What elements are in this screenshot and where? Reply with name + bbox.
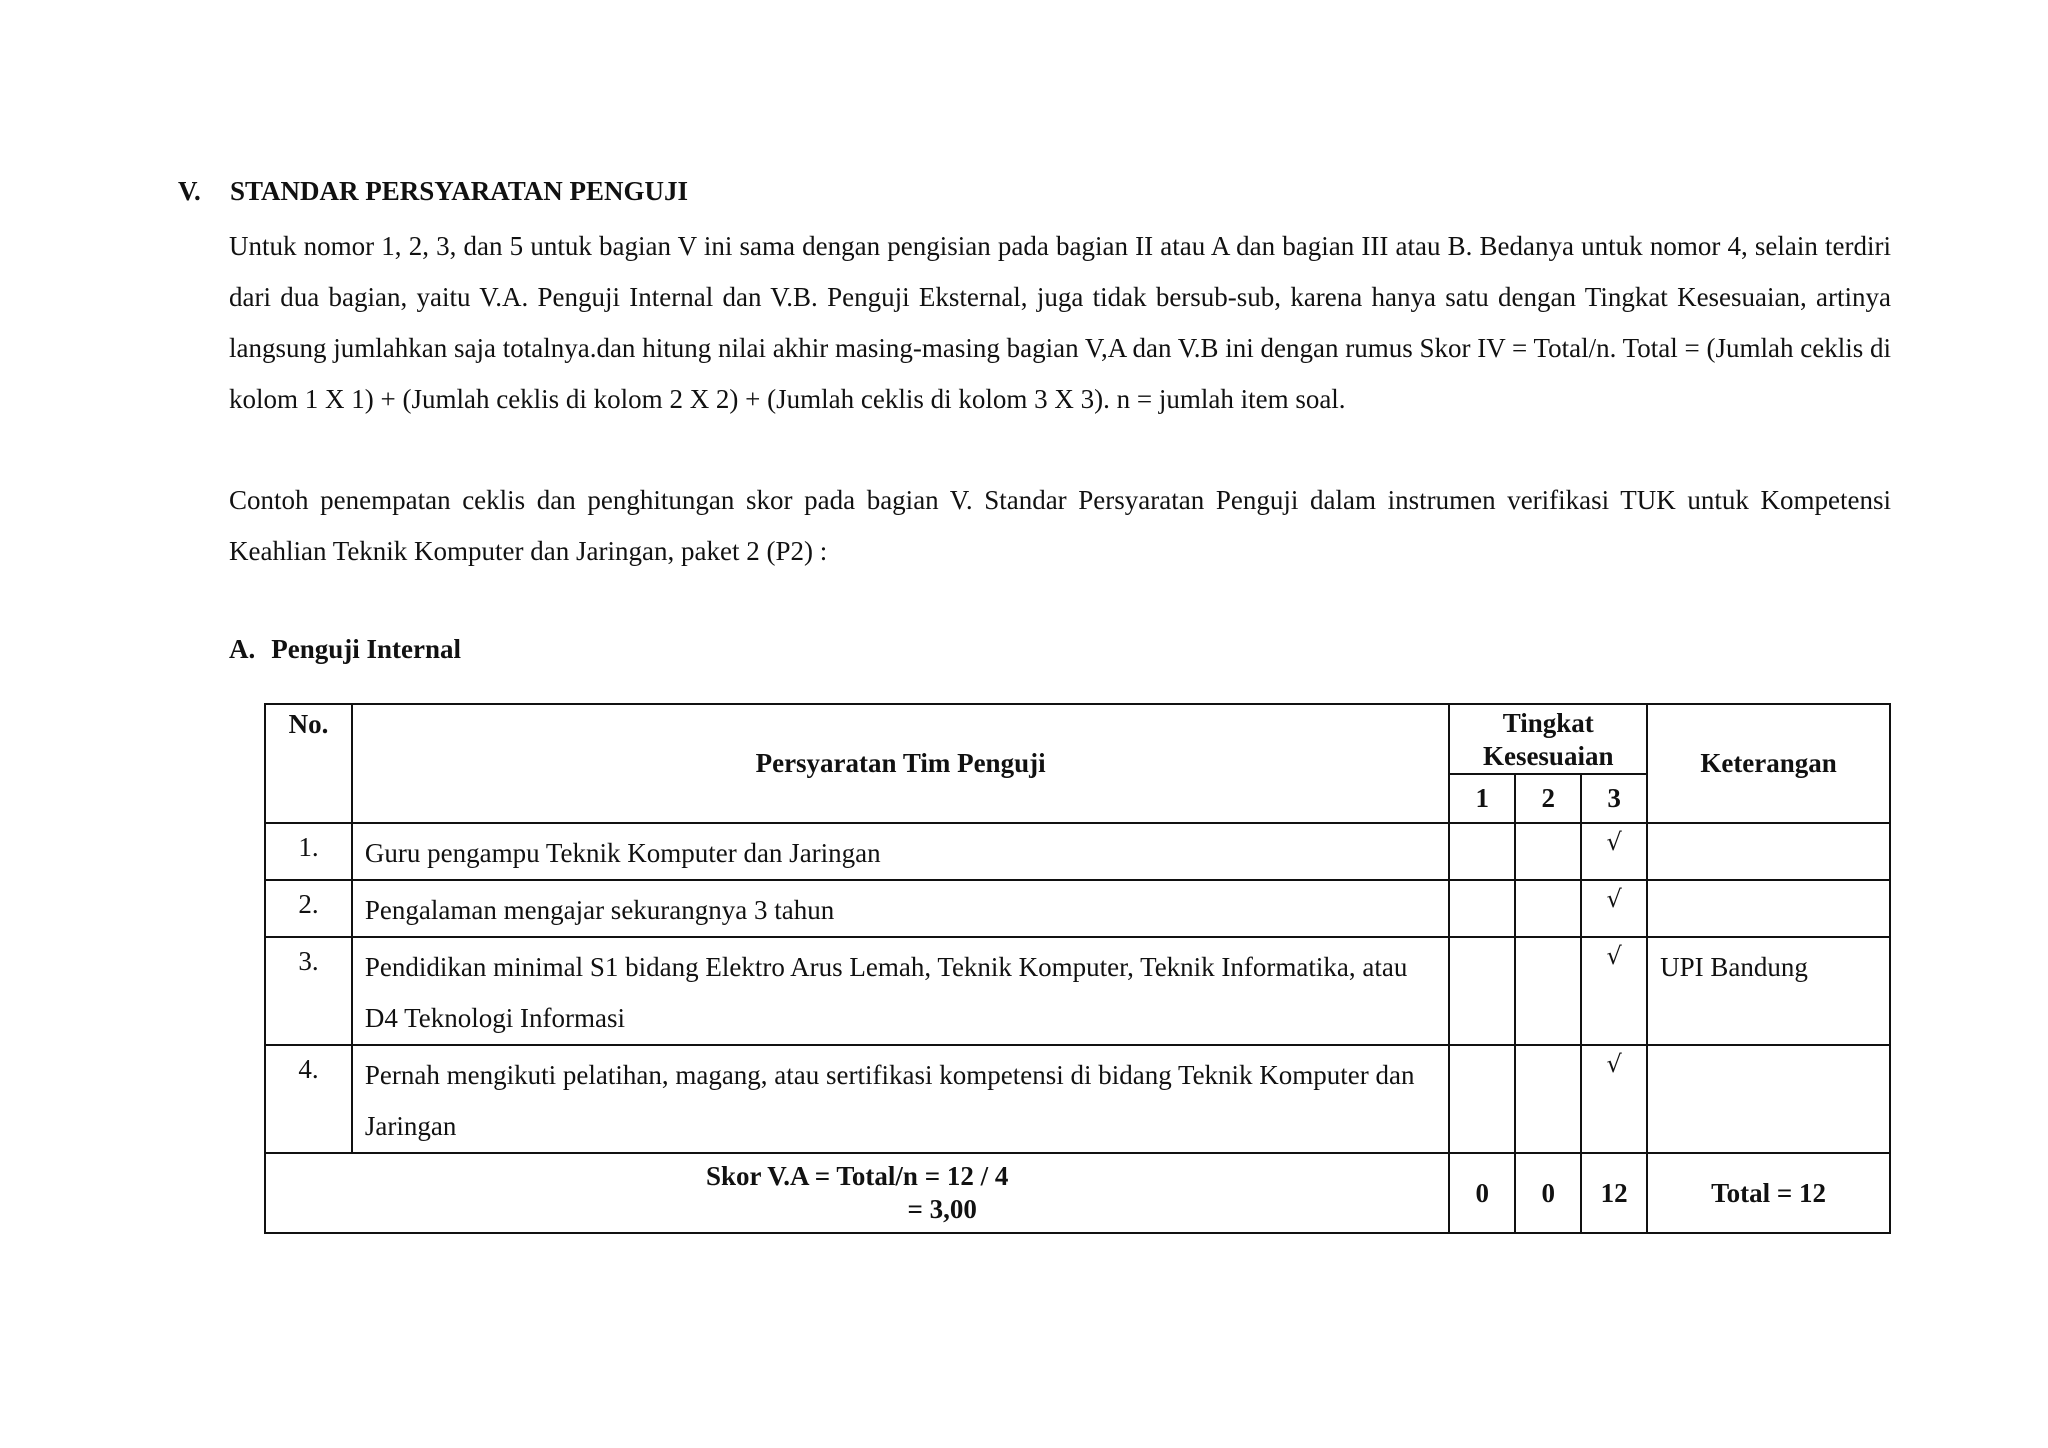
row-level-1 xyxy=(1449,823,1515,880)
row-number: 2. xyxy=(265,880,352,937)
row-keterangan xyxy=(1647,823,1890,880)
header-tingkat-line1: Tingkat xyxy=(1502,708,1594,738)
section-heading xyxy=(178,176,688,207)
header-no: No. xyxy=(265,704,352,823)
paragraph-example: Contoh penempatan ceklis dan penghitungan skor pada bagian V. Standar Persyaratan Penguji dalam instrumen verifikasi TUK untuk Kompetensi Keahlian Teknik Komputer dan Jaringan, paket 2 (P2) : xyxy=(229,485,1891,566)
paragraph-instructions: Untuk nomor 1, 2, 3, dan 5 untuk bagian V ini sama dengan pengisian pada bagian II atau A dan bagian III atau B. Bedanya untuk nomor 4, selain terdiri dari dua bagian, yaitu V.A. Penguji Internal dan V.B. Penguji Eksternal, juga tidak bersub-sub, karena hanya satu dengan Tingkat Kesesuaian, artinya langsung jumlahkan saja totalnya.dan hitung nilai akhir masing-masing bagian V,A dan V.B ini dengan rumus Skor IV = Total/n. Total = (Jumlah ceklis di kolom 1 X 1) + (Jumlah ceklis di kolom 2 X 2) + (Jumlah ceklis di kolom 3 X 3). n = jumlah item soal. xyxy=(229,231,1891,414)
subsection-heading xyxy=(229,634,461,665)
score-formula-line1: Skor V.A = Total/n = 12 / 4 xyxy=(705,1161,1009,1191)
row-requirement: Pernah mengikuti pelatihan, magang, atau sertifikasi kompetensi di bidang Teknik Komputer dan Jaringan xyxy=(352,1045,1449,1153)
header-keterangan: Keterangan xyxy=(1647,704,1890,823)
row-number: 3. xyxy=(265,937,352,1045)
sum-level-2: 0 xyxy=(1515,1153,1581,1233)
sum-level-1: 0 xyxy=(1449,1153,1515,1233)
row-level-2 xyxy=(1515,823,1581,880)
row-keterangan xyxy=(1647,1045,1890,1153)
row-level-2 xyxy=(1515,880,1581,937)
subsection-letter: A. xyxy=(229,634,256,664)
score-formula xyxy=(265,1153,1449,1233)
header-requirement: Persyaratan Tim Penguji xyxy=(352,704,1449,823)
sum-level-3: 12 xyxy=(1581,1153,1647,1233)
row-level-2 xyxy=(1515,1045,1581,1153)
row-level-3-check: √ xyxy=(1581,937,1647,1045)
table-footer-row xyxy=(265,1153,1890,1233)
row-level-2 xyxy=(1515,937,1581,1045)
row-level-1 xyxy=(1449,937,1515,1045)
header-level-1: 1 xyxy=(1449,774,1515,823)
table-row xyxy=(265,1045,1890,1153)
table-row xyxy=(265,937,1890,1045)
row-keterangan: UPI Bandung xyxy=(1647,937,1890,1045)
table-row xyxy=(265,880,1890,937)
section-title: STANDAR PERSYARATAN PENGUJI xyxy=(230,176,689,206)
score-formula-line2: = 3,00 xyxy=(907,1194,977,1224)
row-level-3-check: √ xyxy=(1581,1045,1647,1153)
row-requirement: Pendidikan minimal S1 bidang Elektro Arus Lemah, Teknik Komputer, Teknik Informatika, atau D4 Teknologi Informasi xyxy=(352,937,1449,1045)
row-requirement: Guru pengampu Teknik Komputer dan Jaringan xyxy=(352,823,1449,880)
header-tingkat-line2: Kesesuaian xyxy=(1482,741,1614,771)
row-level-1 xyxy=(1449,880,1515,937)
row-level-1 xyxy=(1449,1045,1515,1153)
row-keterangan xyxy=(1647,880,1890,937)
header-level-3: 3 xyxy=(1581,774,1647,823)
total-score: Total = 12 xyxy=(1647,1153,1890,1233)
header-tingkat-kesesuaian xyxy=(1449,704,1647,774)
row-level-3-check: √ xyxy=(1581,880,1647,937)
row-number: 4. xyxy=(265,1045,352,1153)
table-row xyxy=(265,823,1890,880)
section-number: V. xyxy=(178,176,201,206)
row-requirement: Pengalaman mengajar sekurangnya 3 tahun xyxy=(352,880,1449,937)
requirements-table xyxy=(264,703,1891,1234)
row-number: 1. xyxy=(265,823,352,880)
subsection-title: Penguji Internal xyxy=(271,634,462,664)
row-level-3-check: √ xyxy=(1581,823,1647,880)
header-level-2: 2 xyxy=(1515,774,1581,823)
